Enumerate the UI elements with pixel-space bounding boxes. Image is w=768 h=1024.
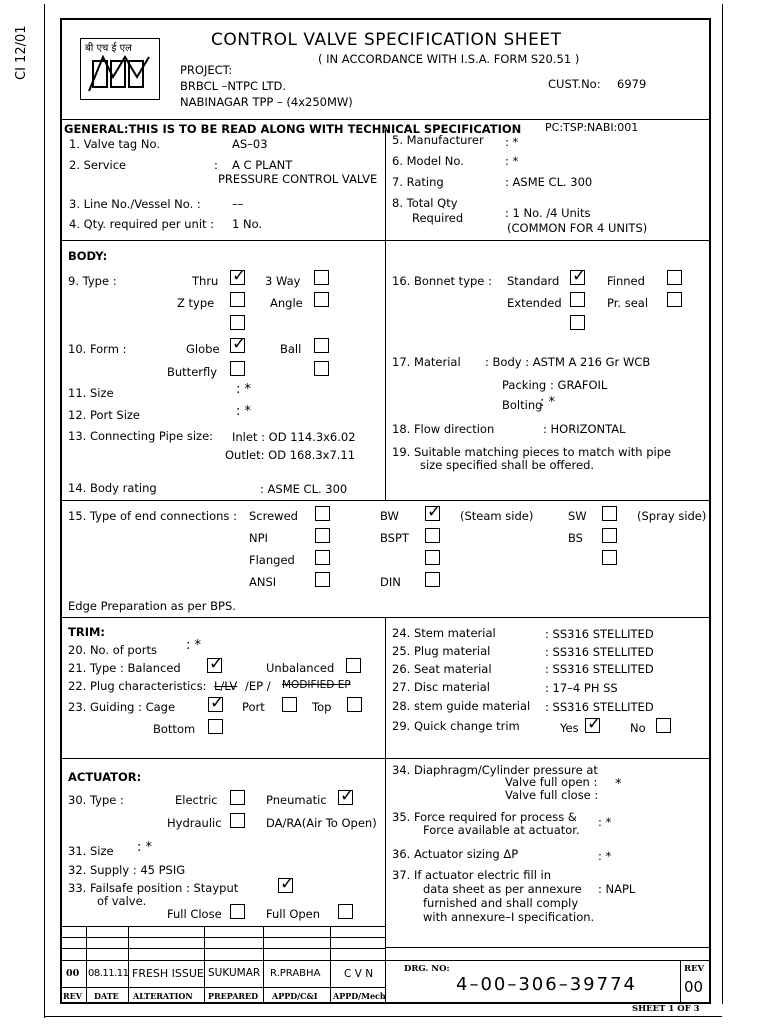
item-33-line2: of valve. bbox=[97, 894, 147, 908]
item-13-label: 13. Connecting Pipe size: bbox=[68, 429, 214, 443]
inlet-value: Inlet : OD 114.3x6.02 bbox=[232, 430, 356, 444]
three-way-label: 3 Way bbox=[265, 274, 301, 288]
rev-label-right: REV bbox=[684, 964, 705, 974]
col-divider-trim bbox=[385, 617, 386, 1004]
ball-checkbox[interactable] bbox=[314, 338, 329, 353]
unbalanced-label: Unbalanced bbox=[266, 661, 335, 675]
ansi-checkbox[interactable] bbox=[315, 572, 330, 587]
electric-label: Electric bbox=[175, 793, 218, 807]
rev-header: REV bbox=[63, 991, 82, 1001]
body-heading: BODY: bbox=[68, 249, 108, 263]
butterfly-checkbox[interactable] bbox=[230, 361, 245, 376]
rev-grid-line-2 bbox=[60, 937, 385, 938]
three-way-checkbox[interactable] bbox=[314, 270, 329, 285]
bw-label: BW bbox=[380, 509, 399, 523]
item-8-label1: 8. Total Qty bbox=[392, 196, 458, 210]
bs-label: BS bbox=[568, 531, 583, 545]
drg-number: 4–00–306–39774 bbox=[456, 974, 637, 995]
packing-label: Packing bbox=[502, 378, 547, 392]
valve-full-close-label: Valve full close : bbox=[505, 788, 599, 802]
full-open-label: Full Open bbox=[266, 907, 321, 921]
item-2-value2: PRESSURE CONTROL VALVE bbox=[218, 172, 378, 186]
item-21-label: 21. Type : Balanced bbox=[68, 661, 181, 675]
item-2-colon: : bbox=[214, 158, 218, 172]
plug-char-struck-2: MODIFIED EP bbox=[282, 679, 351, 691]
item-16-label: 16. Bonnet type : bbox=[392, 274, 492, 288]
packing-value: : GRAFOIL bbox=[550, 378, 608, 392]
steam-side-label: (Steam side) bbox=[460, 509, 534, 523]
rev-grid-line-5 bbox=[60, 987, 385, 988]
sw-extra-checkbox[interactable] bbox=[602, 550, 617, 565]
finned-checkbox[interactable] bbox=[667, 270, 682, 285]
item-20-label: 20. No. of ports bbox=[68, 643, 157, 657]
flanged-label: Flanged bbox=[249, 553, 295, 567]
alteration-value: FRESH ISSUE bbox=[132, 967, 204, 980]
item-29-label: 29. Quick change trim bbox=[392, 719, 520, 733]
thru-label: Thru bbox=[192, 274, 219, 288]
item-4-label: 4. Qty. required per unit : bbox=[69, 217, 215, 231]
rev-col-2 bbox=[128, 926, 129, 1004]
valve-full-open-value: * bbox=[615, 777, 622, 792]
divider-endconn bbox=[60, 500, 711, 501]
item-5-value: : * bbox=[505, 135, 519, 149]
da-ra-label: DA/RA(Air To Open) bbox=[266, 816, 377, 830]
no-checkbox[interactable] bbox=[656, 718, 671, 733]
no-label: No bbox=[630, 721, 646, 735]
item-18-value: : HORIZONTAL bbox=[543, 422, 626, 436]
sheet-number: SHEET 1 OF 3 bbox=[632, 1004, 700, 1014]
item-9-label: 9. Type : bbox=[68, 274, 117, 288]
item-26-label: 26. Seat material bbox=[392, 662, 492, 676]
item-19-line2: size specified shall be offered. bbox=[420, 458, 595, 472]
item-37-line2: data sheet as per annexure bbox=[423, 882, 582, 896]
sw-label: SW bbox=[568, 509, 587, 523]
outlet-value: Outlet: OD 168.3x7.11 bbox=[225, 448, 356, 462]
item-2-value1: A C PLANT bbox=[232, 158, 293, 172]
din-checkbox[interactable] bbox=[425, 572, 440, 587]
item-11-label: 11. Size bbox=[68, 386, 114, 400]
project-line1: BRBCL –NTPC LTD. bbox=[180, 79, 287, 93]
prepared-value: SUKUMAR bbox=[208, 967, 261, 979]
ansi-label: ANSI bbox=[249, 575, 277, 589]
item-35-line2: Force available at actuator. bbox=[423, 823, 580, 837]
full-open-checkbox[interactable] bbox=[338, 904, 353, 919]
item-37-line4: with annexure–I specification. bbox=[423, 910, 595, 924]
port-label: Port bbox=[242, 700, 265, 714]
item-12-value: : * bbox=[236, 404, 252, 419]
item-7-value: : ASME CL. 300 bbox=[505, 175, 593, 189]
bolting-label: Bolting bbox=[502, 398, 543, 412]
plug-char-struck-1: L/LV bbox=[214, 679, 238, 693]
item-22-label: 22. Plug characteristics: bbox=[68, 679, 207, 693]
electric-checkbox[interactable] bbox=[230, 790, 245, 805]
bottom-label: Bottom bbox=[153, 722, 196, 736]
balanced-checkbox[interactable] bbox=[207, 658, 222, 673]
rev-value: 00 bbox=[66, 968, 80, 979]
outer-right-border bbox=[722, 4, 723, 1004]
rev-col-1 bbox=[86, 926, 87, 1004]
cust-label: CUST.No: bbox=[548, 77, 601, 91]
item-8-label2: Required bbox=[412, 211, 464, 225]
divider-general bbox=[60, 119, 711, 120]
item-37-value: : NAPL bbox=[598, 882, 636, 896]
screwed-checkbox[interactable] bbox=[315, 506, 330, 521]
item-34-label: 34. Diaphragm/Cylinder pressure at bbox=[392, 763, 598, 777]
logo-text: बी एच ई एल bbox=[85, 43, 132, 54]
item-33-label: 33. Failsafe position : Stayput bbox=[68, 881, 239, 895]
valve-full-open-label: Valve full open : bbox=[505, 775, 598, 789]
z-type-checkbox[interactable] bbox=[230, 292, 245, 307]
item-15-label: 15. Type of end connections : bbox=[68, 509, 237, 523]
rev-grid-line-1 bbox=[60, 926, 385, 927]
item-27-label: 27. Disc material bbox=[392, 680, 490, 694]
col-divider-body bbox=[385, 240, 386, 500]
item-37-line3: furnished and shall comply bbox=[423, 896, 579, 910]
trim-heading: TRIM: bbox=[68, 625, 106, 639]
drg-top-line bbox=[385, 947, 711, 948]
rev-col-4 bbox=[263, 926, 264, 1004]
bs-checkbox[interactable] bbox=[602, 528, 617, 543]
form-extra-checkbox[interactable] bbox=[314, 361, 329, 376]
sw-checkbox[interactable] bbox=[602, 506, 617, 521]
item-10-label: 10. Form : bbox=[68, 342, 127, 356]
full-close-checkbox[interactable] bbox=[230, 904, 245, 919]
item-20-value: : * bbox=[186, 638, 202, 653]
full-close-label: Full Close bbox=[167, 907, 222, 921]
standard-checkbox[interactable] bbox=[570, 270, 585, 285]
edge-preparation: Edge Preparation as per BPS. bbox=[68, 599, 236, 613]
hydraulic-checkbox[interactable] bbox=[230, 813, 245, 828]
item-26-value: : SS316 STELLITED bbox=[545, 662, 654, 676]
item-2-label: 2. Service bbox=[69, 158, 127, 172]
project-label: PROJECT: bbox=[180, 63, 233, 77]
stayput-checkbox[interactable] bbox=[278, 878, 293, 893]
project-line2: NABINAGAR TPP – (4x250MW) bbox=[180, 95, 353, 109]
top-label: Top bbox=[312, 700, 332, 714]
globe-checkbox[interactable] bbox=[230, 338, 245, 353]
date-header: DATE bbox=[94, 991, 119, 1001]
bspt-checkbox[interactable] bbox=[425, 528, 440, 543]
item-18-label: 18. Flow direction bbox=[392, 422, 495, 436]
angle-label: Angle bbox=[270, 296, 303, 310]
extended-checkbox[interactable] bbox=[570, 292, 585, 307]
item-24-label: 24. Stem material bbox=[392, 626, 496, 640]
item-8-value1: : 1 No. /4 Units bbox=[505, 206, 591, 220]
cust-value: 6979 bbox=[617, 77, 647, 91]
pneumatic-label: Pneumatic bbox=[266, 793, 327, 807]
rev-grid-line-3 bbox=[60, 948, 385, 949]
cage-checkbox[interactable] bbox=[208, 697, 223, 712]
drg-label: DRG. NO: bbox=[404, 964, 450, 974]
thru-checkbox[interactable] bbox=[230, 270, 245, 285]
rev-col-right bbox=[680, 960, 681, 1004]
rev-grid-line-4 bbox=[60, 960, 711, 961]
spray-side-label: (Spray side) bbox=[637, 509, 707, 523]
angle-checkbox[interactable] bbox=[314, 292, 329, 307]
item-14-label: 14. Body rating bbox=[68, 481, 157, 495]
item-11-value: : * bbox=[236, 382, 252, 397]
item-36-value: : * bbox=[598, 849, 612, 863]
port-checkbox[interactable] bbox=[282, 697, 297, 712]
item-5-label: 5. Manufacturer bbox=[392, 133, 484, 147]
pr-seal-checkbox[interactable] bbox=[667, 292, 682, 307]
npi-checkbox[interactable] bbox=[315, 528, 330, 543]
prepared-header: PREPARED bbox=[208, 991, 259, 1001]
alteration-header: ALTERATION bbox=[133, 991, 193, 1001]
item-19-label: 19. Suitable matching pieces to match with pipe bbox=[392, 445, 672, 459]
z-type-label: Z type bbox=[177, 296, 215, 310]
appd-mech-header: APPD/Mech bbox=[333, 991, 386, 1001]
bw-checkbox[interactable] bbox=[425, 506, 440, 521]
yes-label: Yes bbox=[560, 721, 579, 735]
item-3-label: 3. Line No./Vessel No. : bbox=[69, 197, 201, 211]
item-31-value: : * bbox=[137, 840, 153, 855]
item-7-label: 7. Rating bbox=[392, 175, 444, 189]
unbalanced-checkbox[interactable] bbox=[346, 658, 361, 673]
item-23-label: 23. Guiding : Cage bbox=[68, 700, 176, 714]
item-17-body: : Body : ASTM A 216 Gr WCB bbox=[485, 355, 651, 369]
item-1-label: 1. Valve tag No. bbox=[69, 137, 160, 151]
globe-label: Globe bbox=[186, 342, 220, 356]
top-checkbox[interactable] bbox=[347, 697, 362, 712]
pc-code: PC:TSP:NABI:001 bbox=[545, 121, 639, 134]
item-6-label: 6. Model No. bbox=[392, 154, 464, 168]
hydraulic-label: Hydraulic bbox=[167, 816, 222, 830]
logo-mark-icon bbox=[85, 55, 155, 97]
date-value: 08.11.11 bbox=[88, 968, 129, 979]
bottom-checkbox[interactable] bbox=[208, 719, 223, 734]
finned-label: Finned bbox=[607, 274, 645, 288]
din-label: DIN bbox=[380, 575, 401, 589]
rev-col-3 bbox=[204, 926, 205, 1004]
sheet-title: CONTROL VALVE SPECIFICATION SHEET bbox=[211, 30, 562, 50]
general-heading: GENERAL:THIS IS TO BE READ ALONG WITH TECHNICAL SPECIFICATION bbox=[64, 122, 522, 136]
extended-label: Extended bbox=[507, 296, 562, 310]
item-35-value: : * bbox=[598, 815, 612, 829]
item-6-value: : * bbox=[505, 154, 519, 168]
col-divider-general bbox=[385, 130, 386, 240]
actuator-heading: ACTUATOR: bbox=[68, 770, 142, 784]
bolting-value: : * bbox=[540, 395, 556, 410]
item-3-value: –– bbox=[232, 197, 244, 211]
flanged-checkbox[interactable] bbox=[315, 550, 330, 565]
outer-bottom-border bbox=[44, 1016, 722, 1017]
item-8-value2: (COMMON FOR 4 UNITS) bbox=[507, 221, 648, 235]
item-31-label: 31. Size bbox=[68, 844, 114, 858]
plug-char-ep: /EP / bbox=[245, 679, 271, 693]
bw-extra-checkbox[interactable] bbox=[425, 550, 440, 565]
item-14-value: : ASME CL. 300 bbox=[260, 482, 348, 496]
appd-ci-header: APPD/C&I bbox=[272, 991, 318, 1001]
appd-mech-value: C V N bbox=[344, 968, 374, 980]
item-25-label: 25. Plug material bbox=[392, 644, 491, 658]
item-4-value: 1 No. bbox=[232, 217, 263, 231]
company-logo bbox=[80, 38, 160, 100]
outer-left-border bbox=[44, 4, 45, 1018]
item-24-value: : SS316 STELLITED bbox=[545, 627, 654, 641]
item-1-value: AS–03 bbox=[232, 137, 268, 151]
item-27-value: : 17–4 PH SS bbox=[545, 681, 618, 695]
screwed-label: Screwed bbox=[249, 509, 298, 523]
standard-label: Standard bbox=[507, 274, 560, 288]
item-12-label: 12. Port Size bbox=[68, 408, 141, 422]
item-37-label: 37. If actuator electric fill in bbox=[392, 868, 552, 882]
item-35-label: 35. Force required for process & bbox=[392, 810, 577, 824]
rev-col-5 bbox=[330, 926, 331, 1004]
item-30-label: 30. Type : bbox=[68, 793, 124, 807]
item-28-label: 28. stem guide material bbox=[392, 699, 531, 713]
rev-value-right: 00 bbox=[684, 978, 704, 996]
yes-checkbox[interactable] bbox=[585, 718, 600, 733]
bspt-label: BSPT bbox=[380, 531, 409, 545]
item-32-label: 32. Supply : 45 PSIG bbox=[68, 863, 186, 877]
item-36-label: 36. Actuator sizing ΔP bbox=[392, 847, 519, 861]
npi-label: NPI bbox=[249, 531, 268, 545]
side-code: CI 12/01 bbox=[14, 25, 29, 80]
appd-ci-value: R.PRABHA bbox=[270, 968, 321, 979]
pr-seal-label: Pr. seal bbox=[607, 296, 649, 310]
ball-label: Ball bbox=[280, 342, 302, 356]
type-extra-checkbox[interactable] bbox=[230, 315, 245, 330]
item-25-value: : SS316 STELLITED bbox=[545, 645, 654, 659]
item-17-label: 17. Material bbox=[392, 355, 461, 369]
pneumatic-checkbox[interactable] bbox=[338, 790, 353, 805]
bonnet-extra-checkbox[interactable] bbox=[570, 315, 585, 330]
sheet-subtitle: ( IN ACCORDANCE WITH I.S.A. FORM S20.51 ) bbox=[318, 52, 580, 66]
item-28-value: : SS316 STELLITED bbox=[545, 700, 654, 714]
butterfly-label: Butterfly bbox=[167, 365, 218, 379]
